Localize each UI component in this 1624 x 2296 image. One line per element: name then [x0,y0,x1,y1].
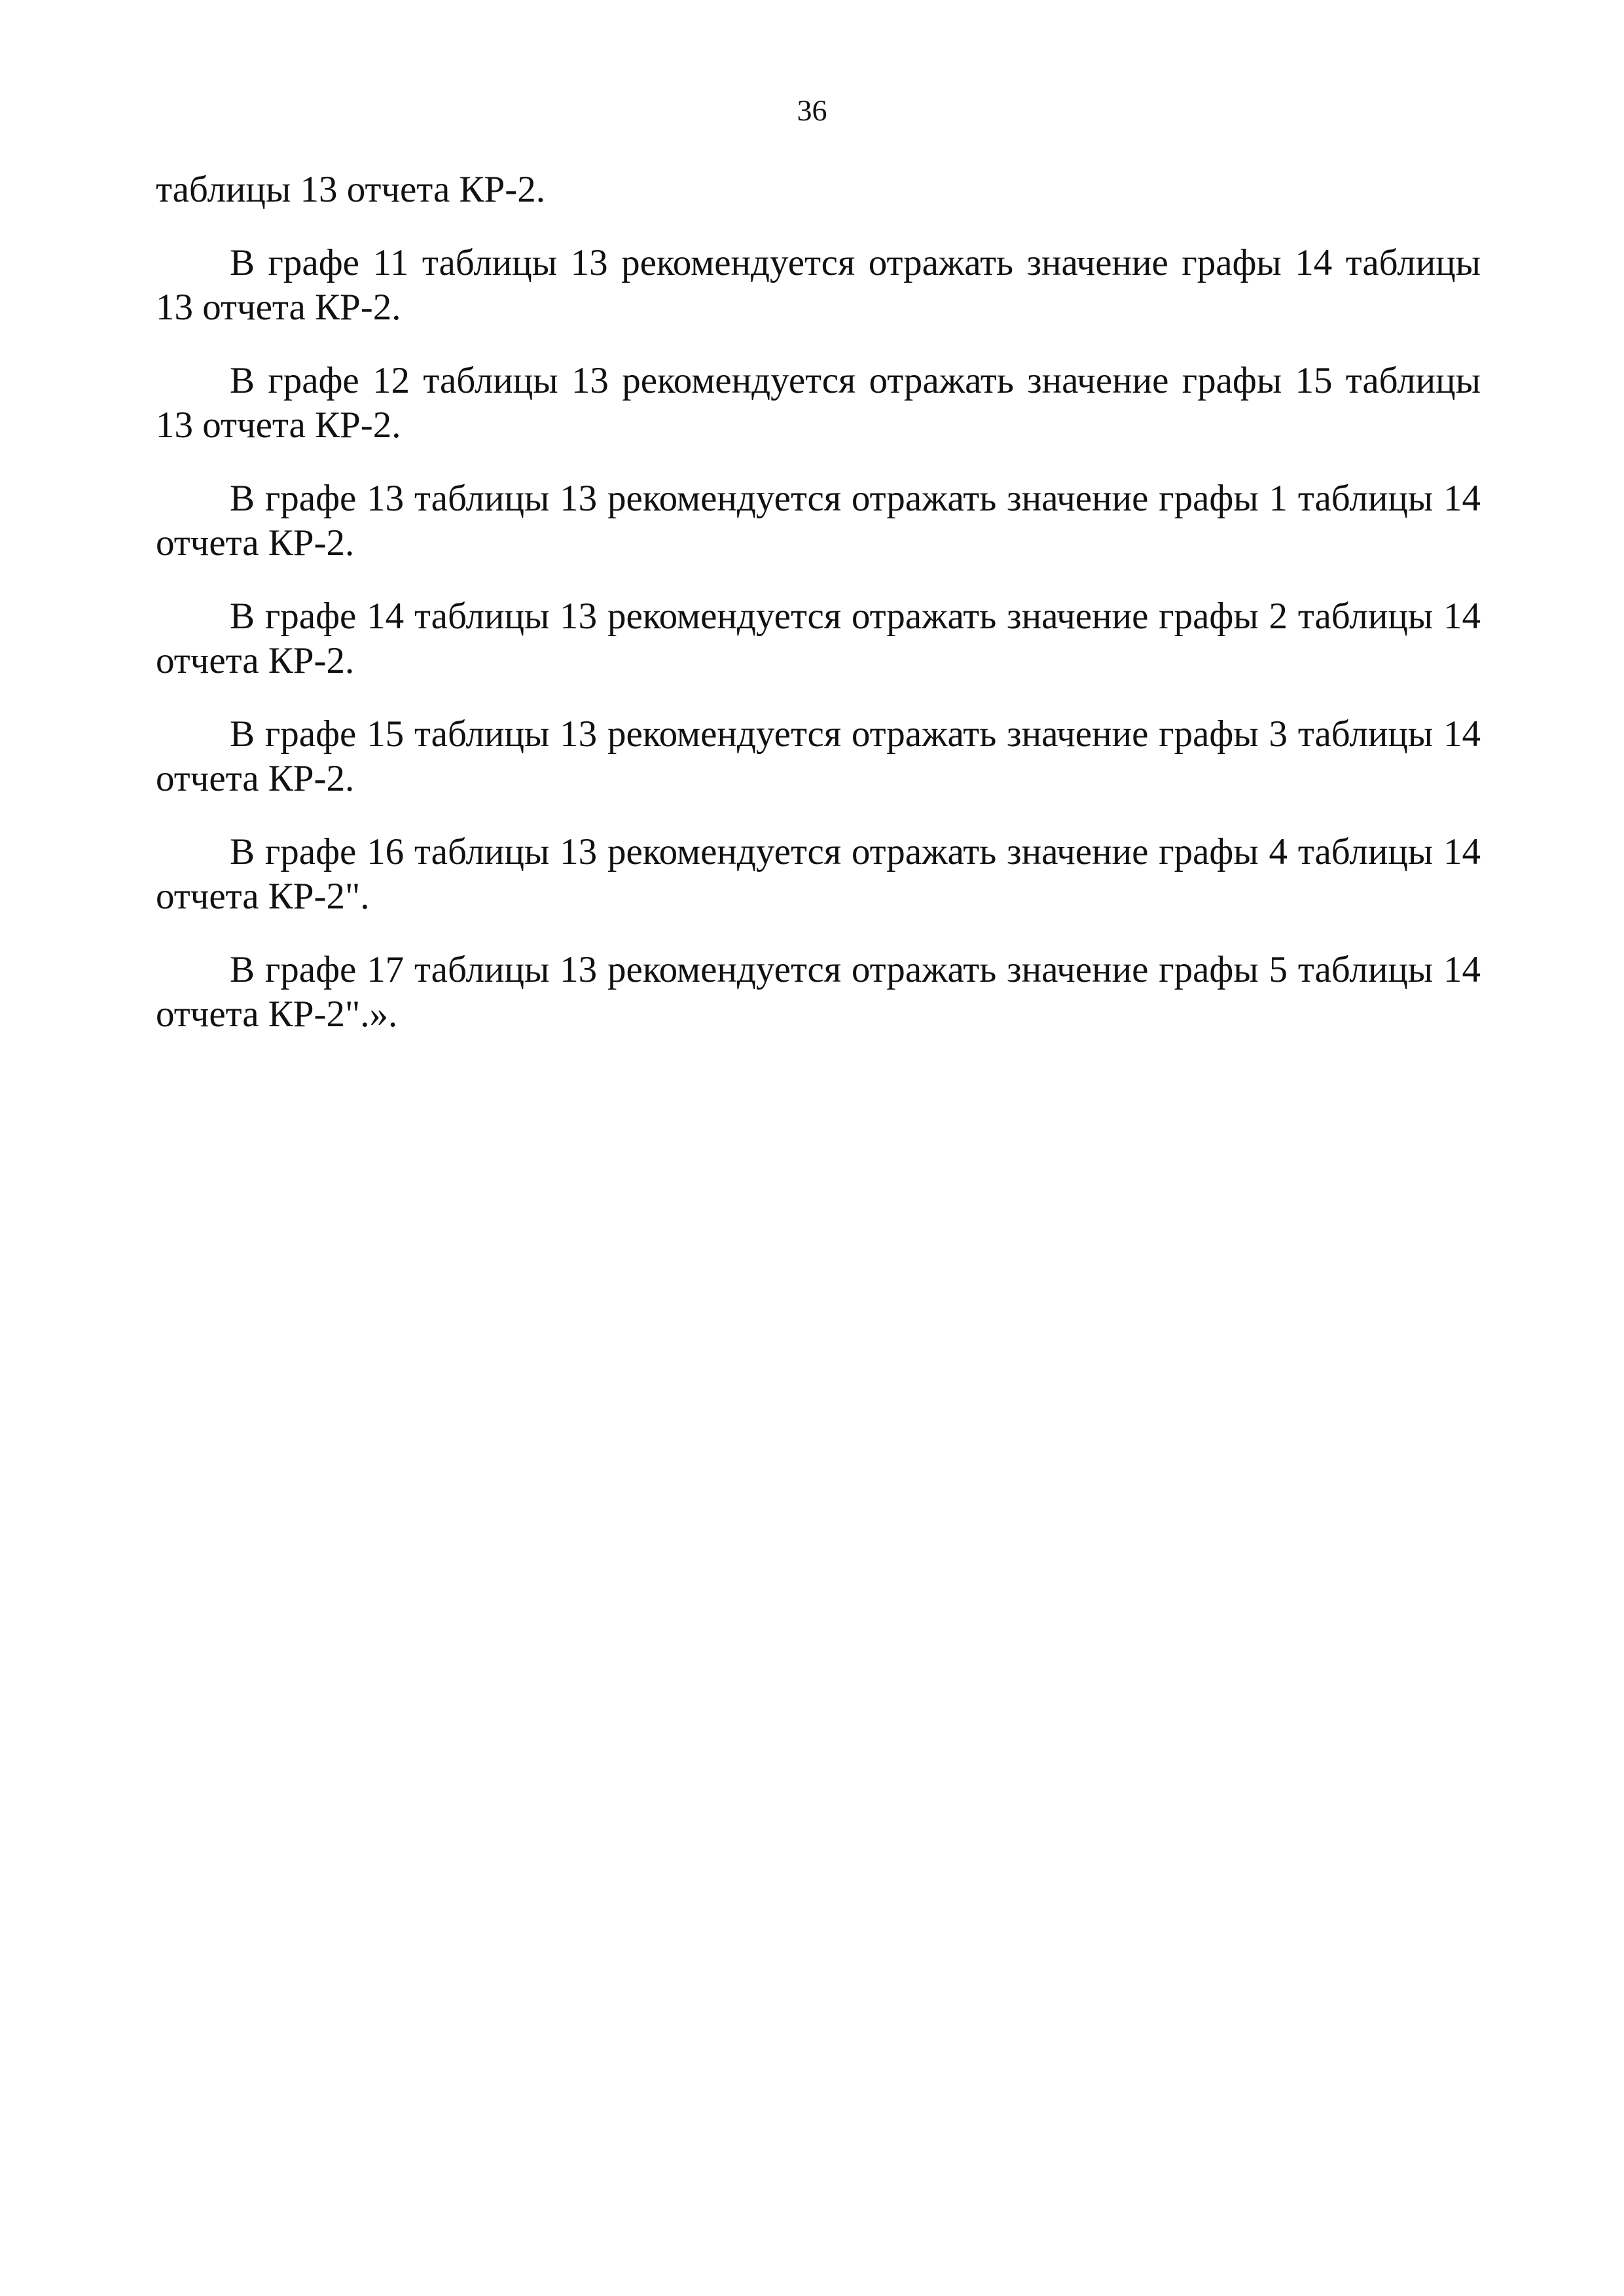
document-body [156,168,1481,1037]
paragraph-column-12: В графе 12 таблицы 13 рекомендуется отражать значение графы 15 таблицы 13 отчета КР-2. [156,360,1481,446]
paragraph-column-17: В графе 17 таблицы 13 рекомендуется отражать значение графы 5 таблицы 14 отчета КР-2".». [156,949,1481,1035]
paragraph-column-15: В графе 15 таблицы 13 рекомендуется отражать значение графы 3 таблицы 14 отчета КР-2. [156,713,1481,799]
paragraph-column-16: В графе 16 таблицы 13 рекомендуется отражать значение графы 4 таблицы 14 отчета КР-2". [156,831,1481,917]
paragraph-column-13: В графе 13 таблицы 13 рекомендуется отражать значение графы 1 таблицы 14 отчета КР-2. [156,478,1481,564]
paragraph-continuation: таблицы 13 отчета КР-2. [156,169,545,210]
paragraph-column-14: В графе 14 таблицы 13 рекомендуется отражать значение графы 2 таблицы 14 отчета КР-2. [156,596,1481,681]
paragraph-column-11: В графе 11 таблицы 13 рекомендуется отражать значение графы 14 таблицы 13 отчета КР-2. [156,242,1481,328]
page-number: 36 [797,94,827,127]
